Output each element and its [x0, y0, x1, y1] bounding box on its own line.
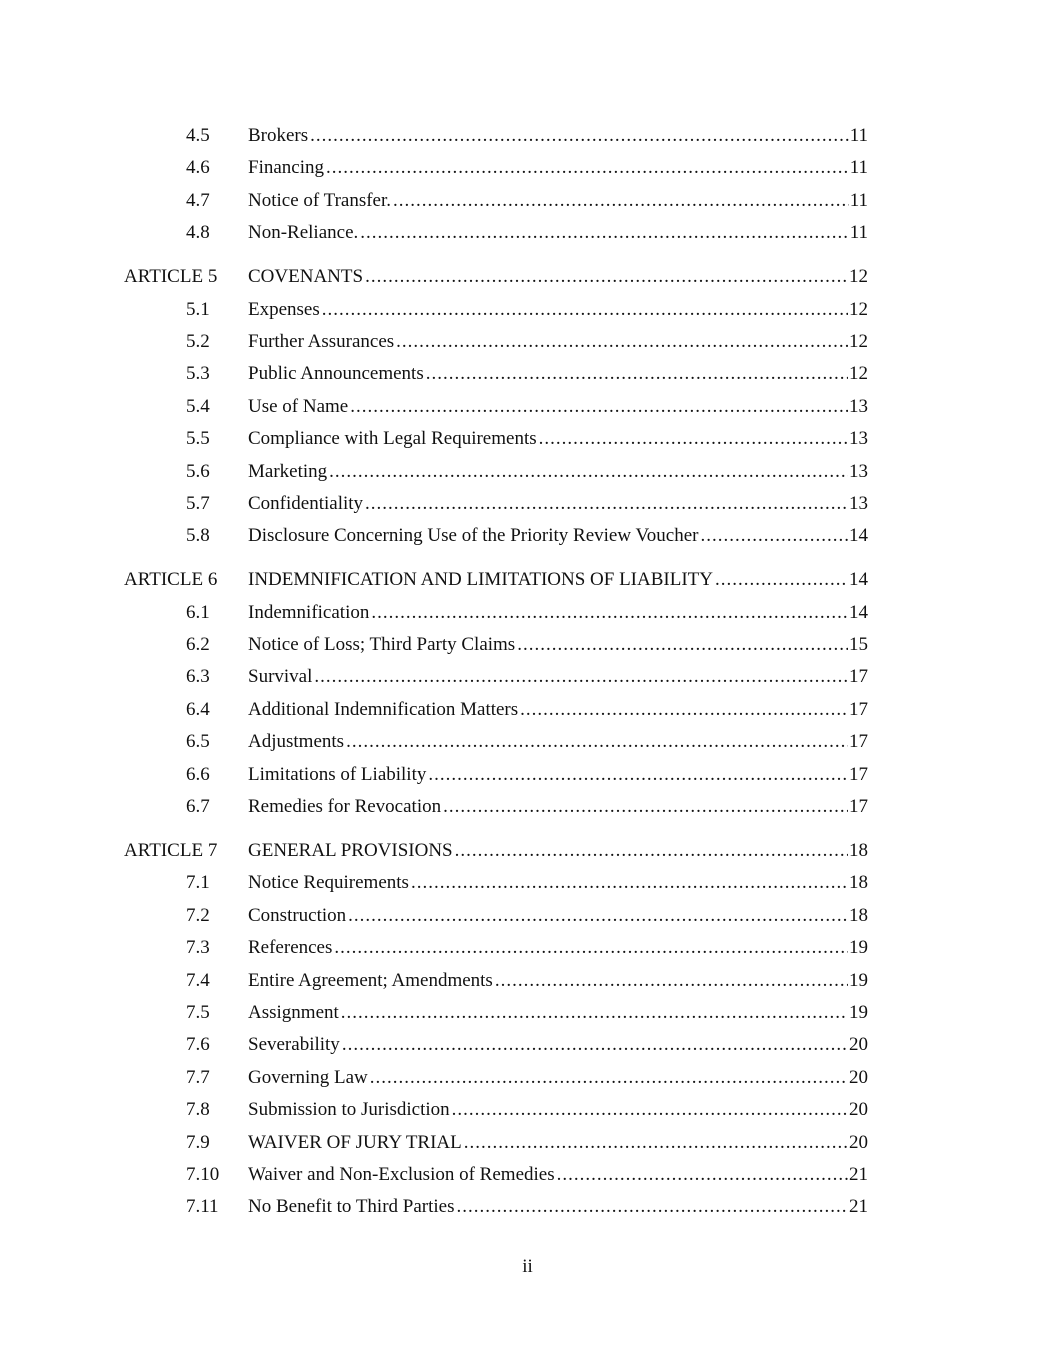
- toc-entry-4-7[interactable]: [0, 185, 1055, 217]
- section-title: Construction: [248, 904, 347, 926]
- section-number: 6.5: [186, 731, 210, 753]
- dot-leader: [700, 520, 848, 552]
- article-title: GENERAL PROVISIONS: [248, 839, 453, 861]
- section-number: 7.8: [186, 1099, 210, 1121]
- article-title: INDEMNIFICATION AND LIMITATIONS OF LIABILITY: [248, 569, 713, 591]
- section-number: 7.1: [186, 872, 210, 894]
- page-reference: 11: [849, 125, 868, 146]
- section-number: 4.5: [186, 125, 210, 146]
- toc-entry-7-1[interactable]: [0, 867, 1055, 899]
- section-title: Entire Agreement; Amendments: [248, 969, 493, 991]
- page-reference: 20: [849, 1066, 868, 1088]
- dot-leader: [365, 261, 848, 293]
- page-reference: 19: [849, 937, 868, 959]
- section-title: Submission to Jurisdiction: [248, 1099, 450, 1121]
- dot-leader: [396, 326, 848, 358]
- section-title: Financing: [248, 157, 324, 179]
- section-number: 7.11: [186, 1196, 219, 1218]
- section-title: Brokers: [248, 125, 309, 146]
- toc-entry-6-6[interactable]: [0, 759, 1055, 791]
- section-number: 7.4: [186, 969, 210, 991]
- page-reference: 17: [849, 763, 868, 785]
- dot-leader: [326, 152, 849, 184]
- page-reference: 17: [849, 698, 868, 720]
- page-reference: 21: [849, 1196, 868, 1218]
- section-number: 7.2: [186, 904, 210, 926]
- dot-leader: [341, 997, 848, 1029]
- toc-entry-6-5[interactable]: [0, 726, 1055, 758]
- dot-leader: [428, 759, 848, 791]
- toc-entry-6-1[interactable]: [0, 597, 1055, 629]
- section-title: Notice Requirements: [248, 872, 409, 894]
- section-title: Further Assurances: [248, 330, 395, 352]
- page-reference: 17: [849, 731, 868, 753]
- dot-leader: [346, 726, 848, 758]
- page-reference: 20: [849, 1034, 868, 1056]
- section-title: Use of Name: [248, 395, 349, 417]
- toc-entry-7-4[interactable]: [0, 965, 1055, 997]
- section-title: References: [248, 937, 333, 959]
- section-number: 6.4: [186, 698, 210, 720]
- toc-entry-5-5[interactable]: [0, 423, 1055, 455]
- toc-entry-7-3[interactable]: [0, 932, 1055, 964]
- section-number: 7.9: [186, 1131, 210, 1153]
- article-number: ARTICLE 7: [124, 839, 218, 861]
- article-number: ARTICLE 5: [124, 266, 218, 288]
- dot-leader: [715, 564, 848, 596]
- page-reference: 12: [849, 363, 868, 385]
- section-number: 4.6: [186, 157, 210, 179]
- toc-entry-7-9[interactable]: [0, 1127, 1055, 1159]
- page-reference: 20: [849, 1099, 868, 1121]
- section-title: Waiver and Non-Exclusion of Remedies: [248, 1163, 555, 1185]
- dot-leader: [342, 1029, 848, 1061]
- page-reference: 14: [849, 601, 868, 623]
- page-reference: 11: [849, 189, 868, 211]
- section-title: Governing Law: [248, 1066, 368, 1088]
- section-number: 7.3: [186, 937, 210, 959]
- page-reference: 20: [849, 1131, 868, 1153]
- section-title: Indemnification: [248, 601, 370, 623]
- toc-entry-7-8[interactable]: [0, 1094, 1055, 1126]
- section-title: Compliance with Legal Requirements: [248, 428, 537, 450]
- section-title: Adjustments: [248, 731, 345, 753]
- toc-entry-5-8[interactable]: [0, 520, 1055, 552]
- section-title: Severability: [248, 1034, 340, 1056]
- dot-leader: [426, 358, 848, 390]
- section-number: 6.7: [186, 796, 210, 817]
- page-reference: 14: [849, 525, 868, 547]
- toc-entry-5-1[interactable]: [0, 294, 1055, 326]
- toc-entry-4-5[interactable]: [0, 120, 1055, 152]
- toc-entry-7-2[interactable]: [0, 900, 1055, 932]
- section-number: 6.1: [186, 601, 210, 623]
- dot-leader: [393, 185, 849, 217]
- section-title: Public Announcements: [248, 363, 424, 385]
- dot-leader: [329, 456, 848, 488]
- section-number: 5.4: [186, 395, 210, 417]
- section-number: 4.8: [186, 222, 210, 244]
- toc-article-5[interactable]: [0, 261, 1055, 293]
- dot-leader: [455, 835, 848, 867]
- section-number: 4.7: [186, 189, 210, 211]
- toc-entry-5-2[interactable]: [0, 326, 1055, 358]
- section-title: Survival: [248, 666, 313, 688]
- section-number: 5.2: [186, 330, 210, 352]
- section-title: WAIVER OF JURY TRIAL: [248, 1131, 462, 1153]
- page-reference: 12: [849, 298, 868, 320]
- page-reference: 11: [849, 222, 868, 244]
- toc-entry-7-11[interactable]: [0, 1191, 1055, 1223]
- section-number: 6.6: [186, 763, 210, 785]
- section-number: 5.6: [186, 460, 210, 482]
- dot-leader: [314, 661, 848, 693]
- page-reference: 17: [849, 666, 868, 688]
- dot-leader: [452, 1094, 848, 1126]
- section-number: 5.7: [186, 492, 210, 514]
- dot-leader: [322, 294, 848, 326]
- section-title: Remedies for Revocation: [248, 796, 442, 817]
- toc-entry-6-2[interactable]: [0, 629, 1055, 661]
- dot-leader: [557, 1159, 848, 1191]
- section-title: Assignment: [248, 1001, 339, 1023]
- page-reference: 18: [849, 872, 868, 894]
- toc-entry-7-5[interactable]: [0, 997, 1055, 1029]
- dot-leader: [520, 694, 848, 726]
- page-number-footer: ii: [522, 1256, 533, 1277]
- section-title: Non-Reliance.: [248, 222, 359, 244]
- section-title: Notice of Transfer.: [248, 189, 392, 211]
- section-title: No Benefit to Third Parties: [248, 1196, 455, 1218]
- page-reference: 13: [849, 428, 868, 450]
- page-reference: 17: [849, 796, 868, 817]
- dot-leader: [348, 900, 848, 932]
- toc-entry-7-10[interactable]: [0, 1159, 1055, 1191]
- page-reference: 11: [849, 157, 868, 179]
- article-title: COVENANTS: [248, 266, 364, 288]
- section-title: Additional Indemnification Matters: [248, 698, 519, 720]
- dot-leader: [334, 932, 848, 964]
- section-title: Marketing: [248, 460, 328, 482]
- toc-entry-5-7[interactable]: [0, 488, 1055, 520]
- section-number: 7.6: [186, 1034, 210, 1056]
- page-reference: 21: [849, 1163, 868, 1185]
- toc-entry-4-8[interactable]: [0, 217, 1055, 249]
- dot-leader: [457, 1191, 848, 1223]
- article-number: ARTICLE 6: [124, 569, 218, 591]
- toc-article-7[interactable]: [0, 835, 1055, 867]
- section-number: 6.3: [186, 666, 210, 688]
- dot-leader: [310, 120, 849, 152]
- dot-leader: [517, 629, 848, 661]
- page-reference: 19: [849, 1001, 868, 1023]
- section-number: 5.5: [186, 428, 210, 450]
- dot-leader: [464, 1127, 848, 1159]
- page-reference: 13: [849, 460, 868, 482]
- page-reference: 18: [849, 839, 868, 861]
- dot-leader: [411, 867, 848, 899]
- section-title: Disclosure Concerning Use of the Priority Review Voucher: [248, 525, 699, 547]
- dot-leader: [443, 791, 848, 823]
- toc-entry-7-7[interactable]: [0, 1062, 1055, 1094]
- page-reference: 13: [849, 395, 868, 417]
- toc-entry-5-3[interactable]: [0, 358, 1055, 390]
- page-reference: 12: [849, 330, 868, 352]
- page-reference: 14: [849, 569, 868, 591]
- toc-entry-6-7[interactable]: [0, 791, 1055, 823]
- toc-entry-5-4[interactable]: [0, 391, 1055, 423]
- section-number: 7.7: [186, 1066, 210, 1088]
- page-reference: 19: [849, 969, 868, 991]
- section-title: Notice of Loss; Third Party Claims: [248, 634, 516, 656]
- section-title: Expenses: [248, 298, 320, 320]
- dot-leader: [371, 597, 848, 629]
- toc-entry-7-6[interactable]: [0, 1029, 1055, 1061]
- dot-leader: [370, 1062, 848, 1094]
- dot-leader: [539, 423, 848, 455]
- page-reference: 13: [849, 492, 868, 514]
- section-number: 5.8: [186, 525, 210, 547]
- section-number: 5.1: [186, 298, 210, 320]
- dot-leader: [350, 391, 848, 423]
- section-number: 7.5: [186, 1001, 210, 1023]
- toc-entry-6-3[interactable]: [0, 661, 1055, 693]
- dot-leader: [365, 488, 848, 520]
- section-number: 5.3: [186, 363, 210, 385]
- section-title: Confidentiality: [248, 492, 364, 514]
- page-reference: 12: [849, 266, 868, 288]
- page-reference: 18: [849, 904, 868, 926]
- section-number: 6.2: [186, 634, 210, 656]
- toc-entry-4-6[interactable]: [0, 152, 1055, 184]
- dot-leader: [360, 217, 848, 249]
- page-reference: 15: [849, 634, 868, 656]
- section-title: Limitations of Liability: [248, 763, 427, 785]
- toc-entry-6-4[interactable]: [0, 694, 1055, 726]
- section-number: 7.10: [186, 1163, 220, 1185]
- table-of-contents: [0, 120, 1055, 1224]
- dot-leader: [495, 965, 848, 997]
- toc-article-6[interactable]: [0, 564, 1055, 596]
- toc-entry-5-6[interactable]: [0, 456, 1055, 488]
